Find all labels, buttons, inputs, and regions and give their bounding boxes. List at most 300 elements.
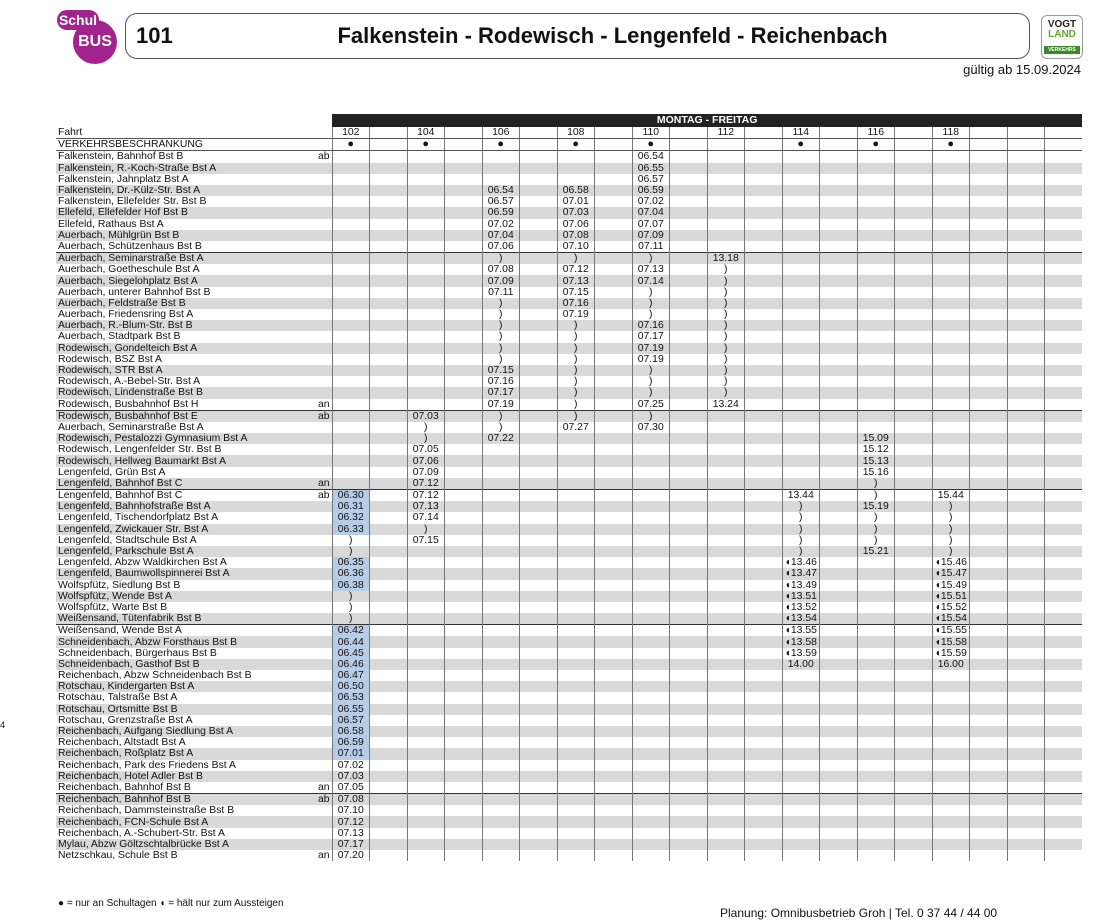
blank-cell [895,828,933,839]
blank-cell [782,850,820,861]
blank-cell [1007,580,1045,591]
blank-cell [370,692,408,703]
blank-cell [970,387,1008,398]
blank-cell [970,287,1008,298]
blank-cell [970,478,1008,490]
blank-cell [520,636,558,647]
departure-time: 07.07 [632,219,670,230]
blank-cell [482,524,520,535]
blank-cell [670,557,708,568]
blank-cell [1007,230,1045,241]
blank-cell [520,648,558,659]
blank-cell [1045,850,1083,861]
pass-through-marker: ) [782,535,820,546]
blank-cell [1045,760,1083,771]
pass-through-marker: ) [482,422,520,433]
blank-cell [670,287,708,298]
blank-cell [1007,343,1045,354]
arrival-departure-flag [318,264,332,275]
departure-time: 07.08 [557,230,595,241]
blank-cell [332,196,370,207]
blank-cell [407,580,445,591]
blank-cell [632,760,670,771]
blank-cell [370,343,408,354]
blank-cell [445,636,483,647]
blank-cell [407,219,445,230]
blank-cell [370,748,408,759]
blank-cell [445,331,483,342]
pass-through-marker: ) [782,524,820,535]
blank-cell [1045,670,1083,681]
blank-cell [482,816,520,827]
blank-cell [332,455,370,466]
arrival-departure-flag [318,737,332,748]
blank-cell [782,737,820,748]
blank-cell [932,275,970,286]
pass-through-marker: ) [407,422,445,433]
blank-cell [820,794,858,806]
blank-cell [782,399,820,411]
blank-cell [745,512,783,523]
blank-cell [932,219,970,230]
blank-cell [932,692,970,703]
blank-cell [857,376,895,387]
blank-cell [407,287,445,298]
blank-cell [857,715,895,726]
blank-cell [520,670,558,681]
blank-cell [820,648,858,659]
blank-cell [595,670,633,681]
blank-cell [370,320,408,331]
blank-cell [632,568,670,579]
blank-cell [1045,726,1083,737]
school-day-marker: ● [632,139,670,151]
blank-cell [745,298,783,309]
pass-through-marker: ) [557,410,595,422]
blank-cell [370,816,408,827]
blank-cell [370,794,408,806]
blank-cell [1045,648,1083,659]
blank-cell [895,602,933,613]
blank-cell [595,320,633,331]
blank-cell [482,151,520,163]
blank-cell [1045,264,1083,275]
departure-time: 07.17 [482,387,520,398]
blank-cell [782,681,820,692]
blank-cell [1045,490,1083,502]
blank-cell [407,613,445,625]
blank-cell [557,782,595,794]
blank-cell [782,185,820,196]
blank-cell [970,163,1008,174]
blank-cell [895,422,933,433]
stop-name: Rotschau, Talstraße Bst A [58,692,178,704]
schulbus-logo [57,10,121,60]
pass-through-marker: ) [557,253,595,265]
blank-cell [707,433,745,444]
school-day-marker: ● [932,139,970,151]
departure-time: 06.50 [332,681,370,692]
departure-time: ◖13.49 [782,580,820,591]
blank-cell [895,850,933,861]
blank-cell [632,648,670,659]
blank-cell [670,748,708,759]
blank-cell [482,501,520,512]
arrival-departure-flag [318,275,332,286]
blank-cell [520,207,558,218]
blank-cell [820,726,858,737]
blank-cell [970,839,1008,850]
blank-cell [857,850,895,861]
blank-cell [970,219,1008,230]
blank-cell [670,794,708,806]
stop-name: Auerbach, Mühlgrün Bst B [56,230,318,241]
blank-cell [782,760,820,771]
blank-cell [370,151,408,163]
blank-cell [557,839,595,850]
pass-through-marker: ) [707,387,745,398]
blank-cell [370,287,408,298]
blank-cell [445,253,483,265]
route-title: Falkenstein - Rodewisch - Lengenfeld - Reichenbach [337,23,888,48]
blank-cell [857,613,895,625]
timetable-row [56,287,1082,298]
blank-cell [1045,196,1083,207]
blank-cell [407,771,445,782]
blank-cell [557,726,595,737]
blank-cell [370,850,408,861]
blank-cell [595,185,633,196]
arrival-departure-flag [318,557,332,568]
departure-time: 07.12 [332,816,370,827]
blank-cell [970,648,1008,659]
departure-time: 06.57 [632,174,670,185]
blank-cell [857,704,895,715]
blank-cell [520,185,558,196]
blank-cell [1007,591,1045,602]
blank-cell [782,365,820,376]
arrival-departure-flag [318,659,332,670]
blank-cell [782,354,820,365]
blank-cell [932,782,970,794]
stop-name: Ellefeld, Ellefelder Hof Bst B [56,207,318,218]
blank-cell [970,726,1008,737]
blank-cell [670,298,708,309]
blank-cell [520,659,558,670]
departure-time: 07.06 [407,455,445,466]
blank-cell [332,309,370,320]
blank-cell [370,331,408,342]
blank-cell [1045,174,1083,185]
blank-cell [932,478,970,490]
blank-cell [370,275,408,286]
blank-cell [670,535,708,546]
blank-cell [520,613,558,625]
blank-cell [670,850,708,861]
blank-cell [482,557,520,568]
blank-cell [820,467,858,478]
timetable-row [56,501,1082,512]
blank-cell [595,760,633,771]
stop-name: Auerbach, R.-Blum-Str. Bst B [56,320,318,331]
stop-name: Falkenstein, Ellefelder Str. Bst B [58,196,207,208]
blank-cell [445,692,483,703]
arrival-departure-flag [318,444,332,455]
blank-cell [445,455,483,466]
trip-number: 114 [782,127,820,139]
blank-cell [1007,613,1045,625]
blank-cell [370,681,408,692]
blank-cell [1007,737,1045,748]
blank-cell [895,343,933,354]
blank-cell [1007,275,1045,286]
blank-cell [445,715,483,726]
blank-cell [782,196,820,207]
blank-cell [370,602,408,613]
arrival-departure-flag: ab [318,410,332,422]
trip-number: 102 [332,127,370,139]
blank-cell [895,163,933,174]
blank-cell [595,501,633,512]
timetable-row [56,365,1082,376]
blank-cell [370,298,408,309]
arrival-departure-flag [318,805,332,816]
stop-name: Falkenstein, Jahnplatz Bst A [58,173,189,185]
stop-name: Rotschau, Kindergarten Bst A [56,681,318,692]
stop-name: Reichenbach, Hotel Adler Bst B [56,771,318,782]
arrival-departure-flag [318,524,332,535]
blank-cell [1045,433,1083,444]
departure-time: 07.20 [332,850,370,861]
blank-cell [407,568,445,579]
blank-cell [745,196,783,207]
blank-cell [1045,839,1083,850]
blank-cell [707,568,745,579]
blank-cell [482,625,520,637]
blank-cell [895,535,933,546]
blank-cell [782,771,820,782]
blank-cell [1007,557,1045,568]
blank-cell [520,737,558,748]
blank-cell [370,163,408,174]
blank-cell [707,524,745,535]
blank-cell [670,805,708,816]
blank-cell [1007,535,1045,546]
blank-cell [520,444,558,455]
departure-time: 06.35 [332,557,370,568]
blank-cell [1045,219,1083,230]
blank-cell [445,557,483,568]
timetable-row [56,309,1082,320]
blank-cell [820,546,858,557]
blank-cell [332,253,370,265]
blank-cell [595,433,633,444]
stop-name: Reichenbach, Aufgang Siedlung Bst A [56,726,318,737]
blank-cell [970,613,1008,625]
blank-cell [857,692,895,703]
arrival-departure-flag [318,174,332,185]
blank-cell [332,151,370,163]
blank-cell [707,557,745,568]
blank-cell [895,613,933,625]
blank-cell [445,805,483,816]
blank-cell [557,557,595,568]
blank-cell [670,433,708,444]
blank-cell [895,568,933,579]
blank-cell [407,794,445,806]
blank-cell [482,839,520,850]
blank-cell [407,309,445,320]
blank-cell [445,737,483,748]
blank-cell [745,253,783,265]
blank-cell [595,524,633,535]
blank-cell [670,782,708,794]
pass-through-marker: ) [932,535,970,546]
pass-through-marker: ) [557,354,595,365]
blank-cell [895,771,933,782]
departure-time: 06.47 [332,670,370,681]
blank-cell [1045,365,1083,376]
blank-cell [520,704,558,715]
blank-cell [370,309,408,320]
blank-cell [932,309,970,320]
stop-name: Rodewisch, Pestalozzi Gymnasium Bst A [56,433,318,444]
timetable-row [56,704,1082,715]
blank-cell [1045,704,1083,715]
blank-cell [970,433,1008,444]
blank-cell [407,760,445,771]
pass-through-marker: ) [482,410,520,422]
stop-name: Lengenfeld, Bahnhof Bst C [56,478,318,490]
blank-cell [782,467,820,478]
departure-time: 07.01 [332,748,370,759]
blank-cell [1007,174,1045,185]
arrival-departure-flag [318,376,332,387]
blank-cell [595,387,633,398]
blank-cell [595,343,633,354]
blank-cell [370,230,408,241]
blank-cell [332,354,370,365]
blank-cell [707,613,745,625]
blank-cell [745,478,783,490]
blank-cell [445,264,483,275]
blank-cell [557,163,595,174]
blank-cell [1007,422,1045,433]
blank-cell [820,557,858,568]
blank-cell [970,771,1008,782]
blank-cell [407,275,445,286]
blank-cell [520,174,558,185]
blank-cell [557,512,595,523]
blank-cell [370,715,408,726]
timetable-row [56,648,1082,659]
blank-cell [445,490,483,502]
blank-cell [520,715,558,726]
blank-cell [520,241,558,253]
departure-time: 06.55 [632,163,670,174]
blank-cell [745,444,783,455]
blank-cell [970,241,1008,253]
blank-cell [595,139,633,151]
arrival-departure-flag [318,501,332,512]
blank-cell [970,275,1008,286]
blank-cell [895,309,933,320]
blank-cell [820,681,858,692]
blank-cell [707,139,745,151]
blank-cell [1007,659,1045,670]
blank-cell [370,455,408,466]
arrival-departure-flag [318,535,332,546]
stop-name: Schneidenbach, Bürgerhaus Bst B [58,647,217,659]
departure-time: 07.13 [332,828,370,839]
blank-cell [407,737,445,748]
pass-through-marker: ) [632,253,670,265]
pass-through-marker: ) [857,524,895,535]
stop-name: Ellefeld, Rathaus Bst A [58,218,164,230]
blank-cell [595,512,633,523]
arrival-departure-flag: an [318,781,330,793]
departure-time: 07.30 [632,422,670,433]
day-heading: MONTAG - FREITAG [332,114,1082,127]
blank-cell [370,241,408,253]
blank-cell [745,748,783,759]
departure-time: 07.15 [557,287,595,298]
blank-cell [820,805,858,816]
blank-cell [745,264,783,275]
blank-cell [332,387,370,398]
blank-cell [670,760,708,771]
blank-cell [932,399,970,411]
arrival-departure-flag [318,681,332,692]
blank-cell [932,467,970,478]
blank-cell [670,839,708,850]
blank-cell [1007,490,1045,502]
blank-cell [820,241,858,253]
blank-cell [520,365,558,376]
pass-through-marker: ) [632,365,670,376]
pass-through-marker: ) [482,343,520,354]
blank-cell [895,399,933,411]
blank-cell [595,681,633,692]
stop-name: Reichenbach, Dammsteinstraße Bst B [58,805,235,817]
blank-cell [820,455,858,466]
arrival-departure-flag [318,602,332,613]
blank-cell [782,455,820,466]
blank-cell [482,455,520,466]
blank-cell [895,230,933,241]
blank-cell [520,399,558,411]
blank-cell [520,524,558,535]
blank-cell [482,726,520,737]
blank-cell [857,410,895,422]
blank-cell [782,298,820,309]
blank-cell [820,737,858,748]
blank-cell [595,737,633,748]
blank-cell [970,320,1008,331]
blank-cell [932,151,970,163]
departure-time: 06.58 [332,726,370,737]
departure-time: ◖13.51 [782,591,820,602]
departure-time: 07.12 [557,264,595,275]
blank-cell [445,546,483,557]
timetable-row [56,230,1082,241]
blank-cell [895,174,933,185]
blank-cell [707,816,745,827]
blank-cell [407,782,445,794]
blank-cell [820,828,858,839]
blank-cell [445,591,483,602]
pass-through-marker: ) [707,331,745,342]
